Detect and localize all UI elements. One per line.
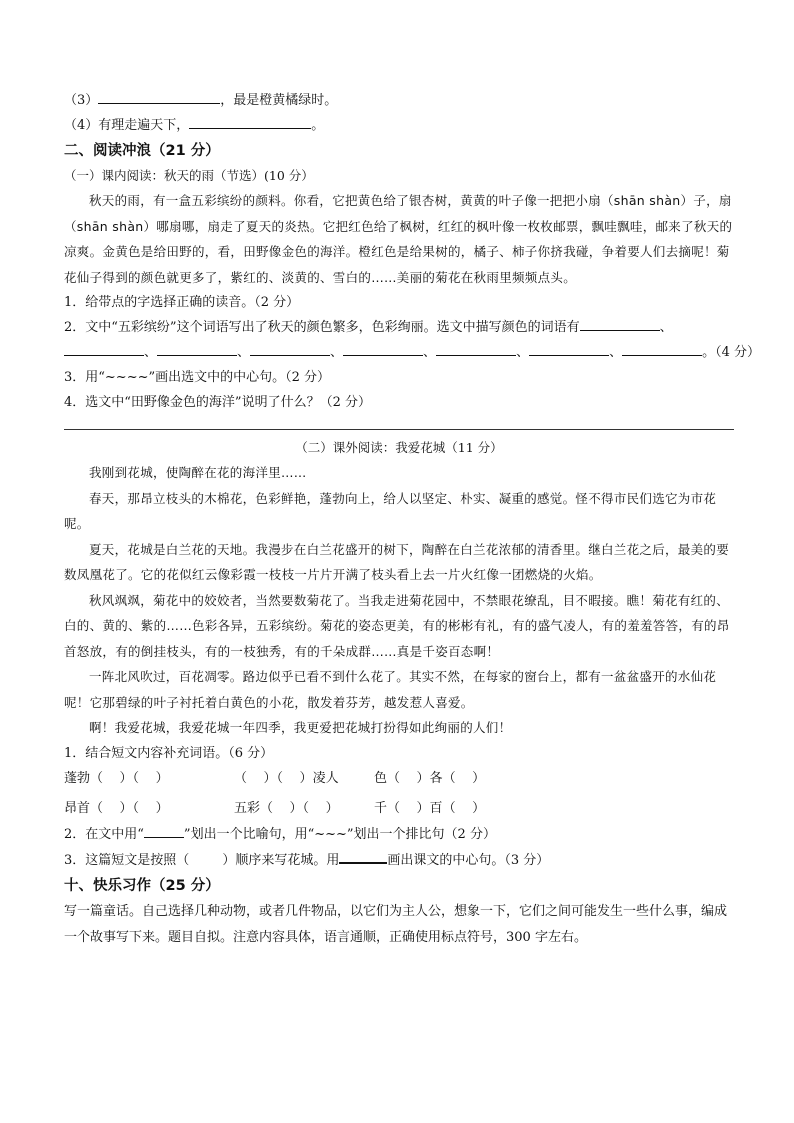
answer-blank[interactable] (157, 340, 237, 356)
fill-q4 (64, 113, 734, 138)
part2-title: （二）课外阅读：我爱花城（11 分） (295, 440, 503, 455)
part2-q1: 1．结合短文内容补充词语。（6 分） (64, 745, 274, 761)
idiom-char: 各 (429, 770, 443, 786)
separator: 、 (330, 345, 344, 360)
worksheet-page (64, 88, 760, 951)
part1-q1: 1．给带点的字选择正确的读音。（2 分） (64, 295, 300, 310)
idiom-char: 凌人 (312, 770, 339, 786)
part2-q2-a: 2．在文中用“ (64, 826, 144, 842)
part1-q2-text: 2．文中“五彩缤纷”这个词语写出了秋天的颜色繁多，色彩绚丽。选文中描写颜色的词语有 (64, 320, 580, 335)
fill-q4-prefix: （4）有理走遍天下， (64, 118, 190, 133)
fill-q4-suffix: 。 (311, 118, 325, 133)
part2-q2 (64, 822, 734, 847)
answer-blank[interactable] (189, 113, 311, 129)
idiom-char: 千 (374, 800, 388, 816)
answer-blank[interactable] (529, 340, 609, 356)
idiom-item: （ ）（ ）凌人 (234, 770, 339, 786)
idiom-grid (64, 766, 734, 822)
part2-paragraph: 我刚到花城，使陶醉在花的海洋里…… (89, 465, 307, 480)
idiom-char: 蓬勃 (64, 770, 91, 786)
fill-q3-prefix: （3） (64, 93, 99, 108)
part2-q3-c: 画出课文的中心句。（3 分） (387, 852, 550, 868)
part1-title: （一）课内阅读：秋天的雨（节选）(10 分） (64, 168, 314, 183)
part2-paragraph: 夏天，花城是白兰花的天地。我漫步在白兰花盛开的树下，陶醉在白兰花浓郁的清香里。继白兰花之后，最美的要数凤凰花了。它的花似红云像彩霞一枝枝一片片开满了枝头看上去一片火红像一团燃烧的火焰。 (64, 541, 730, 582)
part2-paragraph: 啊！我爱花城，我爱花城一年四季，我更爱把花城打扮得如此绚丽的人们！ (89, 720, 512, 735)
part1-q2 (64, 315, 734, 340)
underline-sample (144, 822, 184, 838)
section2-heading: 二、阅读冲浪（21 分） (64, 143, 220, 159)
separator: 、 (516, 345, 530, 360)
idiom-char: 百 (429, 800, 443, 816)
idiom-item: 五彩（ ）（ ） (234, 800, 339, 816)
part1-q2-blanks (64, 340, 760, 365)
idiom-item: 昂首（ ）（ ） (64, 800, 169, 816)
idiom-char: 昂首 (64, 800, 91, 816)
part2-paragraph: 秋风飒飒，菊花中的姣姣者，当然要数菊花了。当我走进菊花园中，不禁眼花缭乱，目不暇接。瞧！菊花有红的、白的、黄的、紫的……色彩各异，五彩缤纷。菊花的姿态更美，有的彬彬有礼，有的盛气凌人，有的羞羞答答，有的昂首怒放，有的倒挂枝头，有的一枝独秀，有的千朵成群……真是千姿百态啊！ (64, 592, 730, 659)
part2-q3 (64, 847, 734, 873)
section10-prompt: 写一篇童话。自己选择几种动物，或者几件物品，以它们为主人公，想象一下，它们之间可能发生一些什么事，编成一个故事写下来。题目自拟。注意内容具体，语言通顺，正确使用标点符号，300 字左右。 (64, 903, 728, 945)
answer-blank[interactable] (64, 340, 144, 356)
divider (64, 429, 734, 430)
part1-passage: 秋天的雨，有一盒五彩缤纷的颜料。你看，它把黄色给了银杏树，黄黄的叶子像一把把小扇（shān shàn）子，扇（shān shàn）哪扇哪，扇走了夏天的炎热。它把红色给了枫树，红红的枫叶像一枚枚邮票，飘哇飘哇，邮来了秋天的凉爽。金黄色是给田野的，看，田野像金色的海洋。橙红色是给果树的，橘子、柿子你挤我碰，争着要人们去摘呢！菊花仙子得到的颜色就更多了，紫红的、淡黄的、雪白的……美丽的菊花在秋雨里频频点头。 (64, 193, 733, 285)
part2-q3-b: ）顺序来写花城。用 (222, 852, 340, 868)
part1-q3: 3．用“~~~~”画出选文中的中心句。（2 分） (64, 370, 331, 385)
part1-q4: 4．选文中“田野像金色的海洋”说明了什么？（2 分） (64, 395, 371, 410)
part2-q2-b: ”划出一个比喻句，用“~~~”划出一个排比句（2 分） (183, 826, 496, 842)
separator: 、 (423, 345, 437, 360)
answer-blank[interactable] (436, 340, 516, 356)
separator: 、 (237, 345, 251, 360)
idiom-item: 色（ ）各（ ） (374, 770, 486, 786)
separator: 、 (659, 320, 673, 335)
part2-q3-a: 3．这篇短文是按照（ (64, 852, 190, 868)
idiom-item: 蓬勃（ ）（ ） (64, 770, 169, 786)
part2-paragraph: 春天，那昂立枝头的木棉花，色彩鲜艳，蓬勃向上，给人以坚定、朴实、凝重的感觉。怪不得市民们选它为市花呢。 (64, 490, 717, 531)
fill-q3-suffix: ，最是橙黄橘绿时。 (220, 93, 338, 108)
part1-q2-end: 。（4 分） (702, 345, 760, 360)
underline-sample (339, 847, 387, 864)
answer-blank[interactable] (98, 88, 220, 104)
answer-blank[interactable] (622, 340, 702, 356)
answer-blank[interactable] (343, 340, 423, 356)
separator: 、 (609, 345, 623, 360)
idiom-char: 五彩 (234, 800, 261, 816)
separator: 、 (144, 345, 158, 360)
section10-heading: 十、快乐习作（25 分） (64, 877, 220, 894)
fill-q3 (64, 88, 734, 113)
answer-blank[interactable] (580, 315, 660, 331)
idiom-char: 色 (374, 770, 388, 786)
answer-blank[interactable] (250, 340, 330, 356)
part2-paragraph: 一阵北风吹过，百花凋零。路边似乎已看不到什么花了。其实不然，在每家的窗台上，都有一盆盆盛开的水仙花呢！它那碧绿的叶子衬托着白黄色的小花，散发着芬芳，越发惹人喜爱。 (64, 669, 717, 710)
idiom-item: 千（ ）百（ ） (374, 800, 486, 816)
